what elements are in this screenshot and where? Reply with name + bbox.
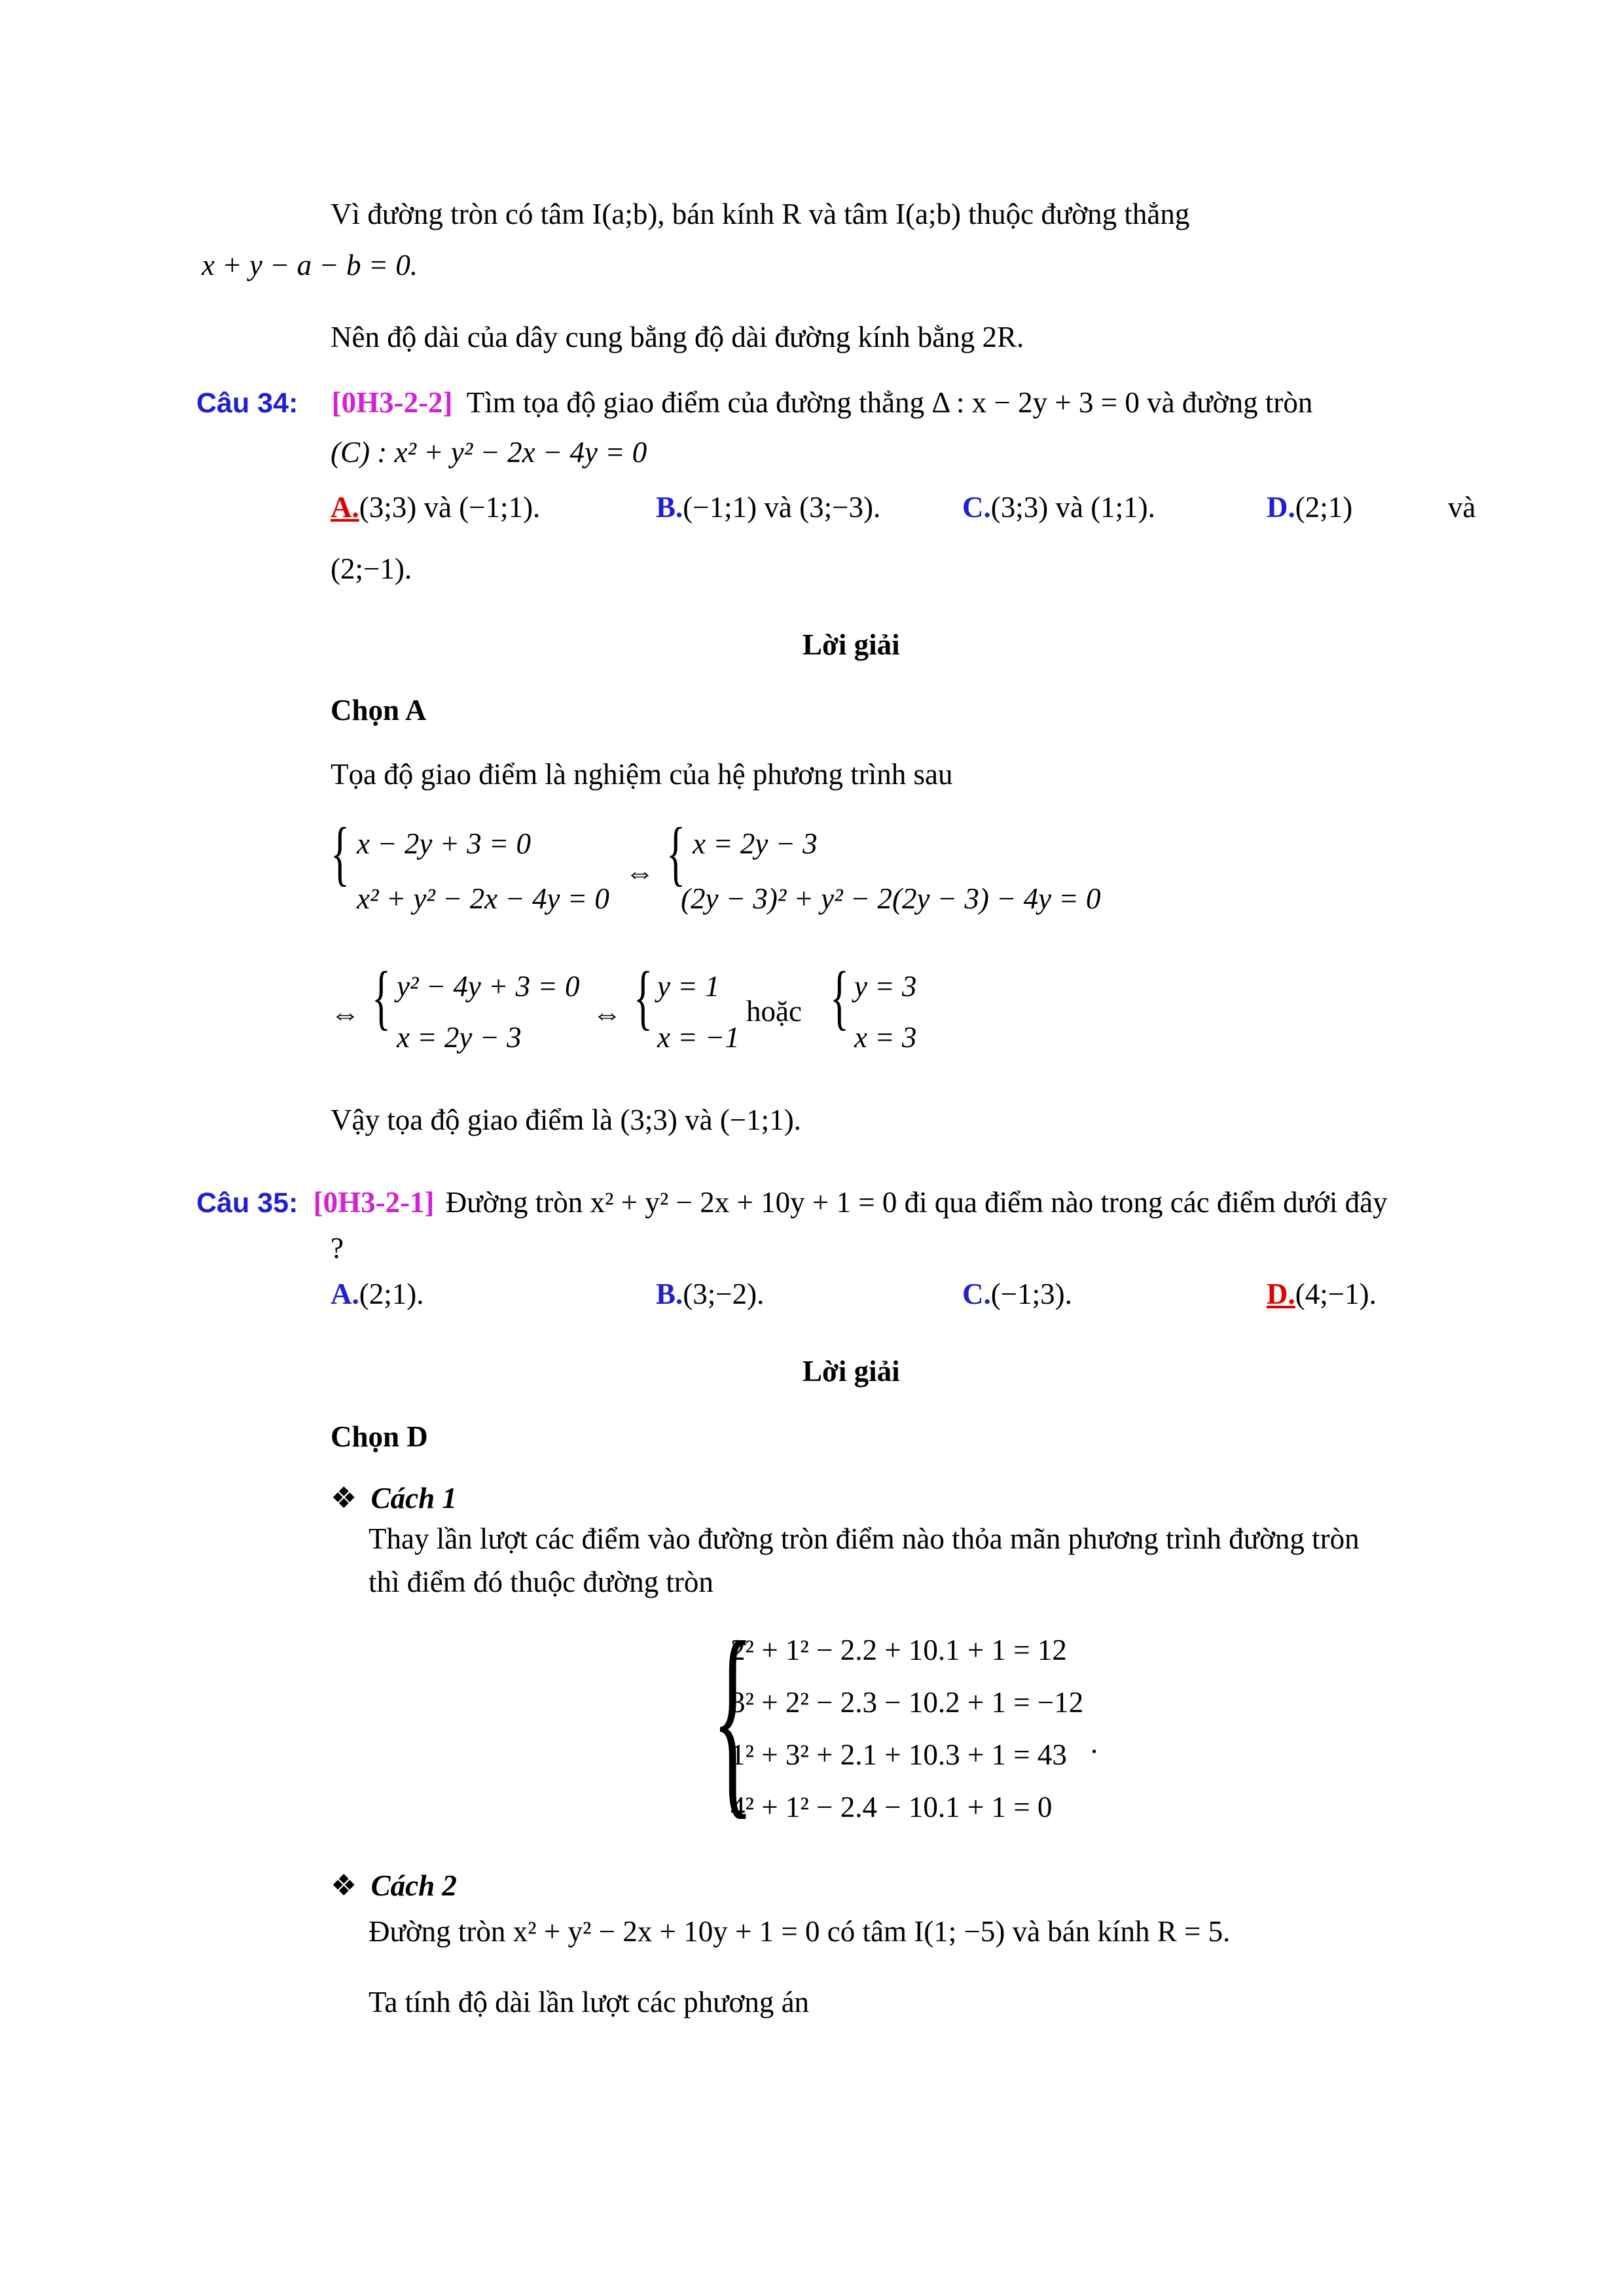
method-1-header [331,1480,457,1516]
system-2-eq-a: x = 2y − 3 [693,827,818,860]
question-34-option-b: B.(−1;1) và (3;−3). [656,491,881,524]
method-2-title: Cách 2 [370,1869,457,1902]
system-4-eq-b: x = −1 [657,1021,740,1054]
method-1-text-1: Thay lần lượt các điểm vào đường tròn điểm nào thỏa mãn phương trình đường tròn [369,1522,1360,1555]
intro-line-3: Nên độ dài của dây cung bằng độ dài đường kính bằng 2R. [331,321,1024,353]
question-34-option-d: D.(2;1) [1267,491,1353,524]
diamond-bullet-icon: ❖ [331,1869,357,1902]
question-34-stem-2: (C) : x² + y² − 2x − 4y = 0 [331,436,647,469]
question-34-label: Câu 34: [196,387,298,419]
brace-icon: { [372,957,391,1037]
calc-line-4: 4² + 1² − 2.4 − 10.1 + 1 = 0 [731,1791,1053,1823]
question-34-conclusion: Vậy tọa độ giao điểm là (3;3) và (−1;1). [331,1103,801,1136]
question-34-option-d-tail: và [1448,491,1476,524]
intro-line-2: x + y − a − b = 0. [202,249,418,281]
question-35-label: Câu 35: [196,1187,298,1219]
system-1-eq-b: x² + y² − 2x − 4y = 0 [357,882,609,915]
system-1-eq-a: x − 2y + 3 = 0 [357,827,532,860]
intro-line-1: Vì đường tròn có tâm I(a;b), bán kính R và tâm I(a;b) thuộc đường thẳng [331,198,1190,230]
question-34-option-c: C.(3;3) và (1;1). [962,491,1155,524]
system-5-eq-b: x = 3 [854,1021,917,1054]
question-34-solution-title: Lời giải [803,628,900,661]
question-34-explanation: Tọa độ giao điểm là nghiệm của hệ phương trình sau [331,758,953,791]
question-35-header [196,1185,1486,1221]
question-35-option-a: A.(2;1). [331,1278,424,1310]
brace-icon: { [331,813,350,893]
system-3-eq-b: x = 2y − 3 [397,1021,522,1054]
question-35-option-b: B.(3;−2). [656,1278,765,1310]
large-brace-icon: { [712,1598,754,1837]
question-35-option-d: D.(4;−1). [1267,1278,1377,1310]
question-35-stem: Đường tròn x² + y² − 2x + 10y + 1 = 0 đi qua điểm nào trong các điểm dưới đây [445,1186,1388,1219]
equivalence-symbol: ⇔ [592,997,622,1030]
or-word: hoặc [746,995,802,1028]
question-34-option-d-continued: (2;−1). [331,552,412,585]
system-3-eq-a: y² − 4y + 3 = 0 [397,970,580,1003]
question-34-tag: [0H3-2-2] [331,386,453,419]
system-5-eq-a: y = 3 [854,970,917,1003]
calc-period: . [1091,1727,1098,1759]
calc-line-1: 2² + 1² − 2.2 + 10.1 + 1 = 12 [731,1634,1067,1666]
method-2-text: Đường tròn x² + y² − 2x + 10y + 1 = 0 có tâm I(1; −5) và bán kính R = 5. [369,1915,1231,1948]
system-2-eq-b: (2y − 3)² + y² − 2(2y − 3) − 4y = 0 [681,882,1101,915]
calc-line-3: 1² + 3² + 2.1 + 10.3 + 1 = 43 [731,1738,1067,1771]
question-35-tag: [0H3-2-1] [313,1186,435,1219]
question-34-option-a: A.(3;3) và (−1;1). [331,491,541,524]
method-2-text-2: Ta tính độ dài lần lượt các phương án [369,1986,810,2018]
question-34-choice: Chọn A [331,694,427,726]
method-1-text-2: thì điểm đó thuộc đường tròn [369,1566,713,1598]
brace-icon: { [830,957,850,1037]
question-35-stem-2: ? [331,1232,344,1265]
question-35-option-c: C.(−1;3). [962,1278,1072,1310]
brace-icon: { [634,957,653,1037]
question-35-choice: Chọn D [331,1420,428,1453]
equivalence-symbol: ⇔ [331,997,360,1030]
equivalence-symbol: ⇔ [625,856,655,889]
method-2-header [331,1868,457,1903]
system-4-eq-a: y = 1 [657,970,720,1003]
diamond-bullet-icon: ❖ [331,1482,357,1515]
method-1-title: Cách 1 [370,1482,457,1515]
question-35-solution-title: Lời giải [803,1355,900,1388]
question-34-stem: Tìm tọa độ giao điểm của đường thẳng Δ : x − 2y + 3 = 0 và đường tròn [466,386,1313,419]
brace-icon: { [666,813,686,893]
question-34-header [196,385,1486,421]
calc-line-2: 3² + 2² − 2.3 − 10.2 + 1 = −12 [731,1686,1084,1719]
